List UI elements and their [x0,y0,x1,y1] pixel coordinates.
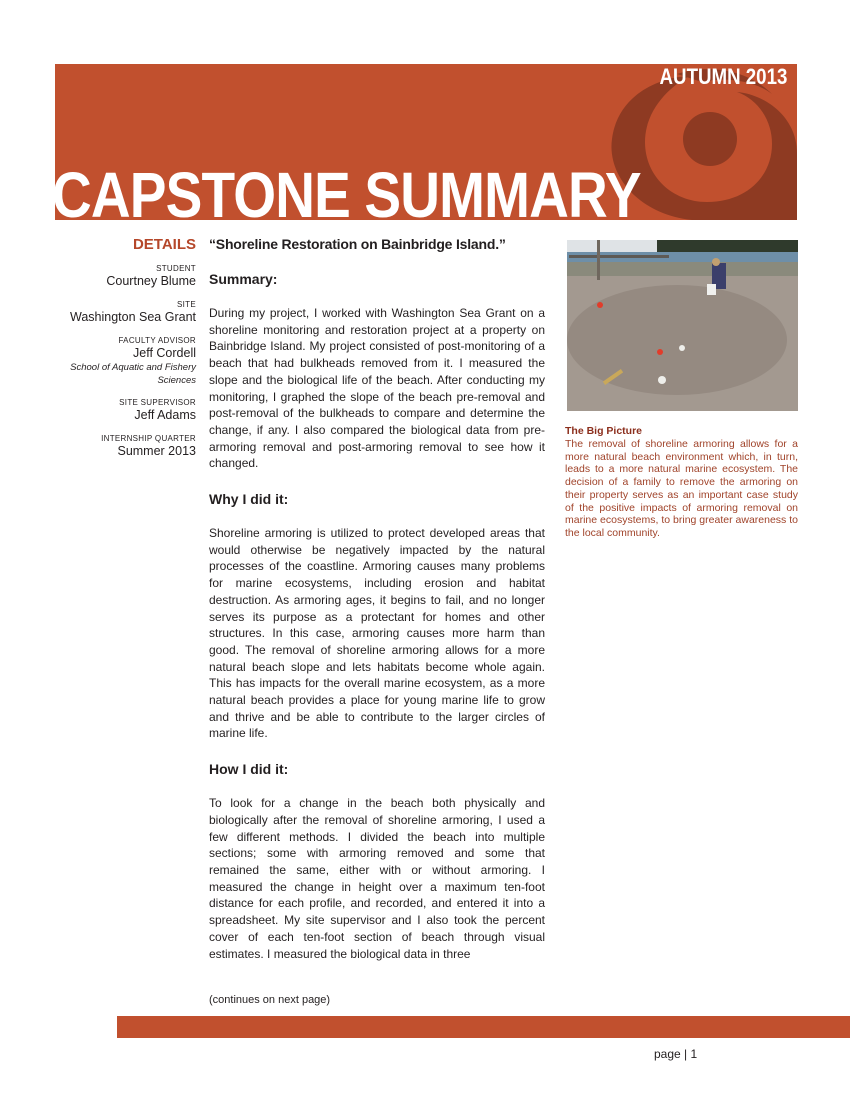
detail-value: Jeff Cordell [133,346,196,360]
main-content [209,236,545,981]
season-label: AUTUMN 2013 [659,64,787,89]
detail-label: INTERNSHIP QUARTER [101,434,196,443]
detail-site-supervisor [50,398,196,423]
detail-subtext: School of Aquatic and Fishery Sciences [70,362,196,386]
detail-value: Courtney Blume [106,274,196,288]
detail-faculty-advisor [50,336,196,387]
detail-value: Jeff Adams [134,408,196,422]
detail-student [50,264,196,289]
project-title: “Shoreline Restoration on Bainbridge Island.” [209,236,506,252]
detail-value: Summer 2013 [117,444,196,458]
detail-site [50,300,196,325]
big-picture-heading: The Big Picture [565,425,643,437]
details-panel [50,236,196,470]
continues-note: (continues on next page) [209,994,331,1006]
section-heading-why: Why I did it: [209,491,289,508]
detail-label: FACULTY ADVISOR [118,336,196,345]
detail-value: Washington Sea Grant [70,310,196,324]
page-title: CAPSTONE SUMMARY [52,163,641,220]
section-heading-how: How I did it: [209,761,289,778]
big-picture-panel [565,425,798,540]
section-body-why: Shoreline armoring is utilized to protect developed areas that would otherwise be negatively impacted by the natural processes of the coastline. Armoring causes many problems for marine ecosystems, including erosion and habitat destruction. As armoring ages, it begins to fail, and no longer serves its purpose as a protectant for homes and other structures. In this case, armoring causes more harm than good. The removal of shoreline armoring allows for a more natural beach slope and lets habitats become whole again. This has impacts for the overall marine ecosystem, as a more natural beach provides a place for young marine life to grow and thrive and be able to contribute to the larger circles of marine life. [209,526,545,741]
section-body-how: To look for a change in the beach both physically and biologically after the removal of shoreline armoring, I used a few different methods. I divided the beach into multiple sections; some with armoring removed and some that remained the same, either with or without armoring. I measured the change in height over a maximum ten-foot distance for each profile, and recorded, and entered it into a spreadsheet. My site supervisor and I also took the percent cover of each ten-foot section of beach through visual estimates. I measured the biological data in three [209,796,545,961]
footer-band [117,1016,850,1038]
beach-photo [567,240,798,411]
beach-photo-image [567,240,798,411]
big-picture-body: The removal of shoreline armoring allows for a more natural beach environment which, in turn, leads to a more natural marine ecosystem. The decision of a family to remove the armoring on their property serves as an important case study of the positive impacts of armoring removal on marine ecosystems, to bring greater awareness to the local community. [565,438,798,539]
section-body-summary: During my project, I worked with Washington Sea Grant on a shoreline monitoring and restoration project at a property on Bainbridge Island. My project consisted of post-monitoring of a beach that had bulkheads removed from it. I measured the slope and the biological life of the beach. After conducting my monitoring, I graphed the slope of the beach pre-removal and post-removal of the bulkheads to compare and determine the change, if any. I also compared the biological data from pre-armoring removal and post-armoring removal to see how it changed. [209,306,545,471]
details-heading: DETAILS [132,236,196,253]
detail-label: SITE [177,300,196,309]
detail-label: SITE SUPERVISOR [119,398,196,407]
section-heading-summary: Summary: [209,271,278,287]
page-number: page | 1 [654,1047,698,1061]
detail-internship-quarter [50,434,196,459]
detail-label: STUDENT [156,264,196,273]
